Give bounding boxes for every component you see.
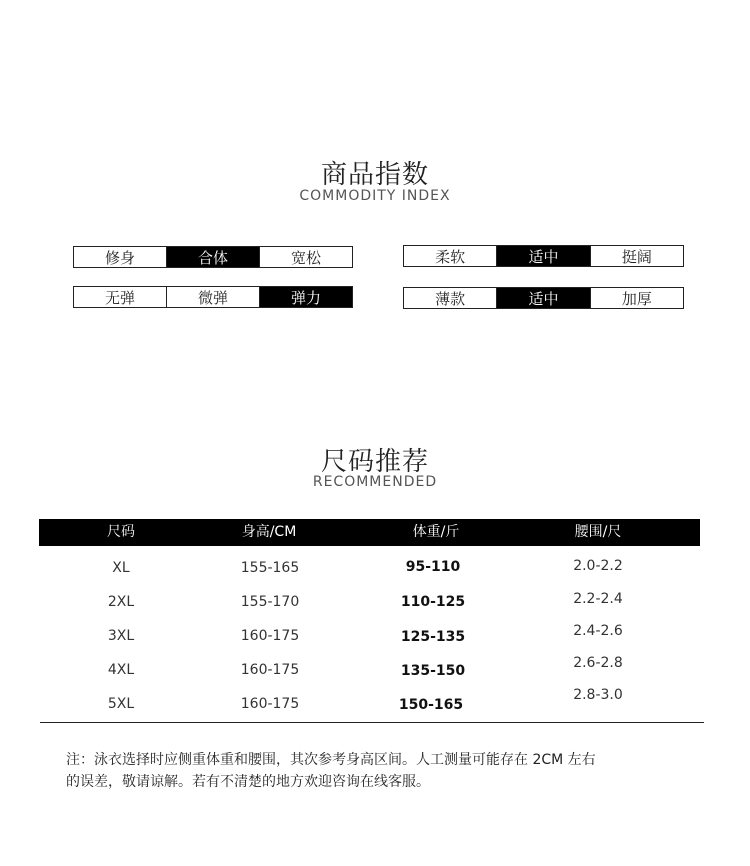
cell-weight: 110-125 — [400, 594, 466, 610]
cell-weight: 135-150 — [400, 663, 466, 679]
thickness-option-active: 适中 — [496, 288, 589, 308]
recommended-title: 尺码推荐 — [320, 447, 429, 477]
note-line-1: 注：泳衣选择时应侧重体重和腰围，其次参考身高区间。人工测量可能存在 2CM 左右 — [66, 752, 596, 768]
cell-waist: 2.4-2.6 — [573, 623, 623, 639]
commodity-title: 商品指数 — [320, 160, 429, 190]
cell-size: 5XL — [107, 696, 135, 712]
cell-height: 160-175 — [240, 696, 300, 712]
cell-height: 160-175 — [240, 628, 300, 644]
header-height: 身高/CM — [241, 524, 297, 540]
cell-height: 155-170 — [240, 594, 300, 610]
commodity-subtitle: COMMODITY INDEX — [299, 188, 451, 204]
fit-option: 修身 — [74, 247, 166, 267]
fit-option-active: 合体 — [166, 247, 259, 267]
table-bottom-divider — [40, 722, 704, 723]
thickness-option: 薄款 — [404, 288, 496, 308]
softness-option: 挺阔 — [590, 246, 683, 266]
header-weight: 体重/斤 — [412, 524, 460, 540]
size-note — [66, 749, 686, 793]
cell-waist: 2.6-2.8 — [573, 655, 623, 671]
cell-size: 2XL — [107, 594, 135, 610]
size-table-header — [39, 519, 700, 546]
stretch-option-active: 弹力 — [259, 287, 352, 307]
fit-option: 宽松 — [259, 247, 352, 267]
softness-option-active: 适中 — [496, 246, 589, 266]
header-waist: 腰围/尺 — [574, 524, 622, 540]
stretch-index — [73, 286, 353, 308]
stretch-option: 无弹 — [74, 287, 166, 307]
cell-height: 155-165 — [240, 560, 300, 576]
thickness-index — [403, 287, 684, 309]
cell-weight: 125-135 — [400, 629, 466, 645]
cell-size: 4XL — [107, 662, 135, 678]
cell-weight: 95-110 — [405, 559, 461, 575]
cell-height: 160-175 — [240, 662, 300, 678]
cell-weight: 150-165 — [398, 697, 464, 713]
note-line-2: 的误差，敬请谅解。若有不清楚的地方欢迎咨询在线客服。 — [66, 774, 430, 790]
stretch-option: 微弹 — [166, 287, 259, 307]
cell-size: 3XL — [107, 628, 135, 644]
cell-size: XL — [112, 560, 130, 576]
thickness-option: 加厚 — [590, 288, 683, 308]
recommended-subtitle: RECOMMENDED — [312, 474, 438, 490]
header-size: 尺码 — [107, 524, 135, 540]
cell-waist: 2.0-2.2 — [573, 558, 623, 574]
softness-index — [403, 245, 684, 267]
softness-option: 柔软 — [404, 246, 496, 266]
cell-waist: 2.8-3.0 — [573, 687, 623, 703]
cell-waist: 2.2-2.4 — [573, 591, 623, 607]
fit-index — [73, 246, 353, 268]
